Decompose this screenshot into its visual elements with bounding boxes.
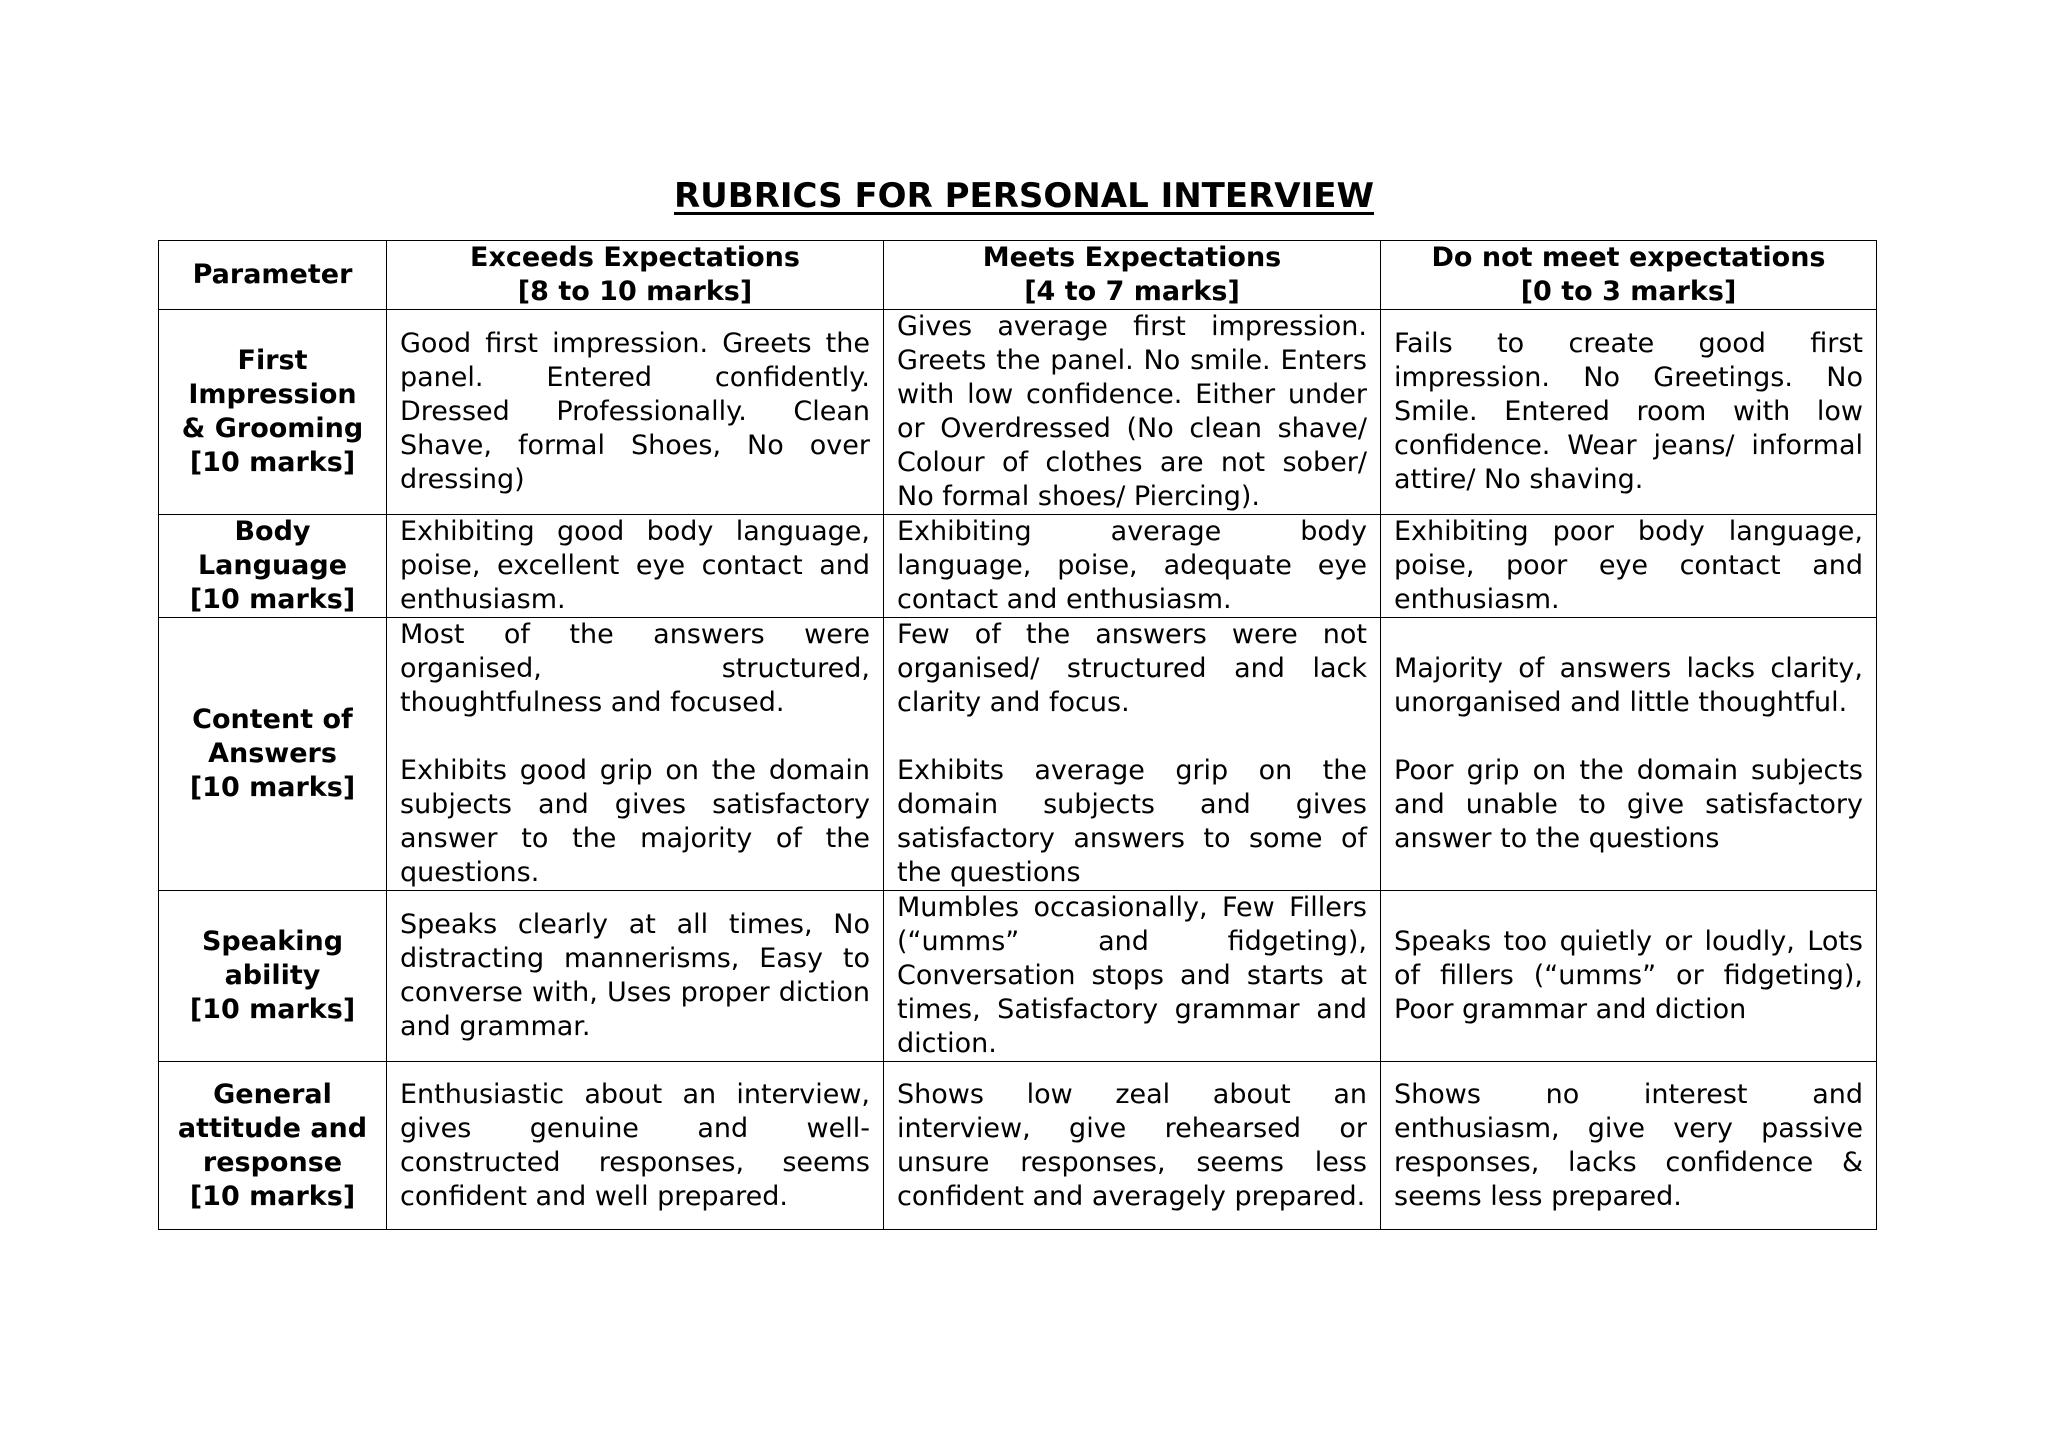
parameter-speaking-ability [159,891,387,1062]
header-do-not-meet-expectations [1381,241,1877,310]
table-row [159,515,1877,618]
cell-text: Few of the answers were not organised/ structured and lack clarity and focus. [897,619,1367,718]
header-not-meet-label: Do not meet expectations [1431,242,1826,273]
parameter-label: Speaking ability [10 marks] [189,926,356,1025]
table-header-row [159,241,1877,310]
table-row [159,891,1877,1062]
cell-text: Shows no interest and enthusiasm, give very passive responses, lacks confidence & seems less prepared. [1394,1078,1863,1212]
cell-text: Enthusiastic about an interview, gives genuine and well-constructed responses, seems confident and well prepared. [400,1078,870,1212]
cell-text: Exhibits good grip on the domain subjects and gives satisfactory answer to the majority of the questions. [400,755,870,888]
parameter-label: Content of Answers [10 marks] [189,704,356,803]
cell-meets [884,1062,1381,1230]
parameter-content-of-answers [159,618,387,891]
header-exceeds-expectations [387,241,884,310]
cell-text: Good first impression. Greets the panel. Entered confidently. Dressed Professionally. Clean Shave, formal Shoes, No over dressing) [400,328,870,495]
table-row [159,1062,1877,1230]
cell-text: Mumbles occasionally, Few Fillers (“umms” and fidgeting), Conversation stops and starts at times, Satisfactory grammar and diction. [897,892,1367,1059]
cell-meets [884,891,1381,1062]
parameter-label: General attitude and response [10 marks] [177,1078,368,1212]
cell-text: Exhibiting good body language, poise, excellent eye contact and enthusiasm. [400,516,870,615]
cell-exceeds [387,891,884,1062]
header-parameter: Parameter [159,241,387,310]
cell-meets [884,515,1381,618]
header-not-meet-marks: [0 to 3 marks] [1520,276,1737,307]
cell-not-meet [1381,891,1877,1062]
parameter-body-language [159,515,387,618]
cell-text: Most of the answers were organised, structured, thoughtfulness and focused. [400,619,870,718]
cell-text: Exhibits average grip on the domain subjects and gives satisfactory answers to some of the questions [897,755,1367,888]
cell-meets [884,310,1381,515]
parameter-label: First Impression & Grooming [10 marks] [181,345,364,478]
cell-text: Speaks clearly at all times, No distracting mannerisms, Easy to converse with, Uses proper diction and grammar. [400,909,870,1042]
cell-exceeds [387,1062,884,1230]
cell-not-meet [1381,310,1877,515]
cell-text: Fails to create good first impression. No Greetings. No Smile. Entered room with low confidence. Wear jeans/ informal attire/ No shaving. [1394,328,1863,495]
cell-not-meet [1381,515,1877,618]
page-title: RUBRICS FOR PERSONAL INTERVIEW [674,176,1374,216]
cell-not-meet [1381,618,1877,891]
rubric-table [158,240,1877,1230]
table-row [159,618,1877,891]
parameter-label: Body Language [10 marks] [189,516,356,615]
cell-meets [884,618,1381,891]
cell-text: Majority of answers lacks clarity, unorganised and little thoughtful. [1394,653,1863,718]
cell-text: Exhibiting average body language, poise, adequate eye contact and enthusiasm. [897,516,1367,615]
cell-exceeds [387,515,884,618]
header-exceeds-marks: [8 to 10 marks] [517,276,753,307]
cell-text: Speaks too quietly or loudly, Lots of fillers (“umms” or fidgeting), Poor grammar and diction [1394,926,1863,1025]
cell-text: Shows low zeal about an interview, give rehearsed or unsure responses, seems less confident and averagely prepared. [897,1078,1367,1212]
cell-not-meet [1381,1062,1877,1230]
table-row [159,310,1877,515]
parameter-general-attitude [159,1062,387,1230]
header-meets-marks: [4 to 7 marks] [1024,276,1240,307]
cell-text: Poor grip on the domain subjects and unable to give satisfactory answer to the questions [1394,755,1863,854]
cell-exceeds [387,310,884,515]
cell-text: Exhibiting poor body language, poise, poor eye contact and enthusiasm. [1394,516,1863,615]
header-exceeds-label: Exceeds Expectations [470,242,800,273]
header-meets-label: Meets Expectations [982,242,1282,273]
parameter-first-impression [159,310,387,515]
cell-exceeds [387,618,884,891]
cell-text: Gives average first impression. Greets the panel. No smile. Enters with low confidence. Either under or Overdressed (No clean shave/ Colour of clothes are not sober/ No formal shoes/ Piercing). [897,311,1367,512]
header-meets-expectations [884,241,1381,310]
